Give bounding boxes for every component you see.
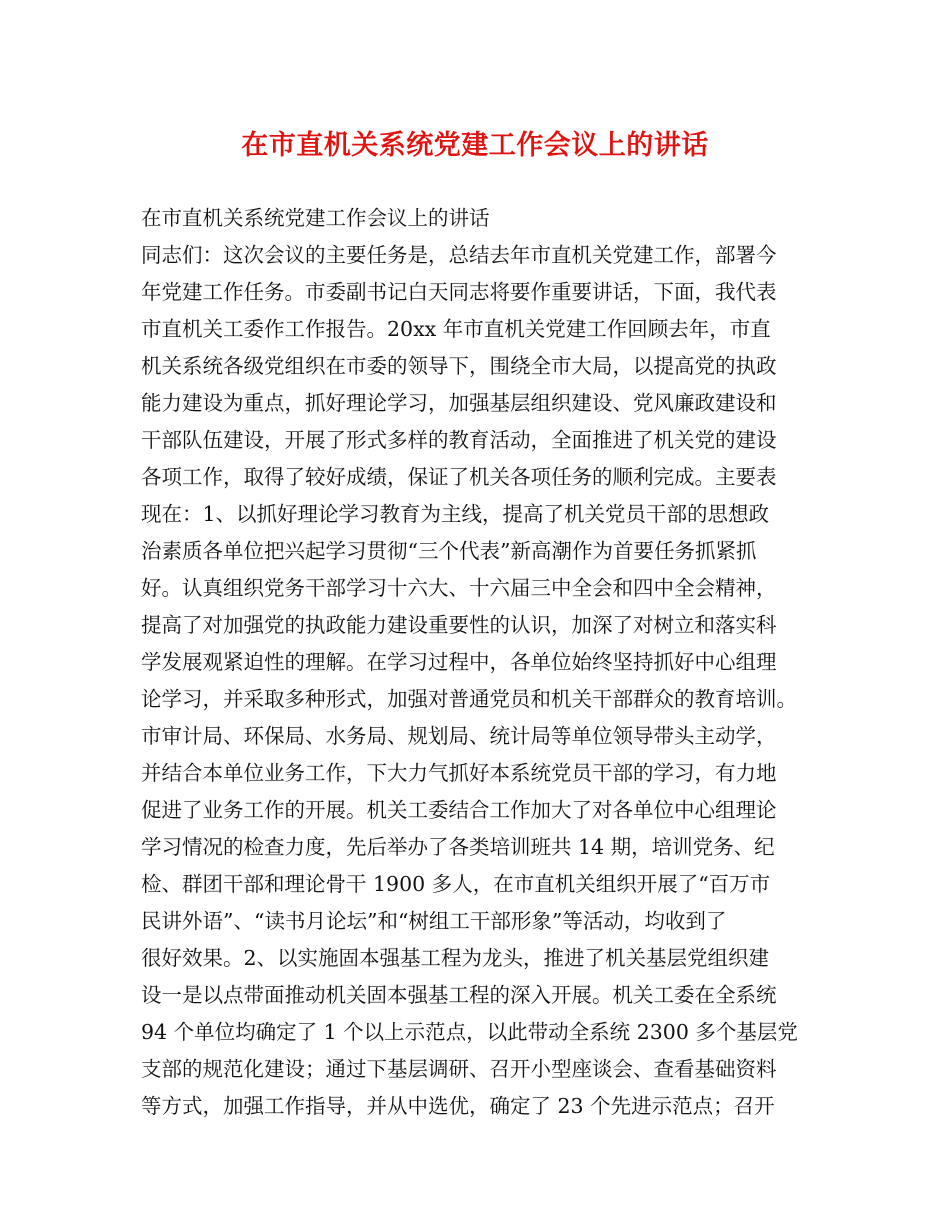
body-line: 提高了对加强党的执政能力建设重要性的认识，加深了对树立和落实科 [141,613,777,637]
body-line: 好。认真组织党务干部学习十六大、十六届三中全会和四中全会精神， [141,576,777,600]
body-line: 促进了业务工作的开展。机关工委结合工作加大了对各单位中心组理论 [141,798,777,822]
body-line: 学发展观紧迫性的理解。在学习过程中，各单位始终坚持抓好中心组理 [141,650,777,674]
body-line: 民讲外语”、“读书月论坛”和“树组工干部形象”等活动，均收到了 [141,909,727,933]
document-title: 在市直机关系统党建工作会议上的讲话 [241,130,709,161]
body-line: 治素质各单位把兴起学习贯彻“三个代表”新高潮作为首要任务抓紧抓 [141,539,757,563]
body-line: 干部队伍建设，开展了形式多样的教育活动，全面推进了机关党的建设 [141,428,777,452]
body-line: 在市直机关系统党建工作会议上的讲话 [141,206,490,230]
body-line: 机关系统各级党组织在市委的领导下，围绕全市大局，以提高党的执政 [141,354,777,378]
body-line: 各项工作，取得了较好成绩，保证了机关各项任务的顺利完成。主要表 [141,465,777,489]
body-line: 设一是以点带面推动机关固本强基工程的深入开展。机关工委在全系统 [141,983,777,1007]
body-line: 市直机关工委作工作报告。20xx 年市直机关党建工作回顾去年，市直 [141,317,771,341]
body-line: 很好效果。2、以实施固本强基工程为龙头，推进了机关基层党组织建 [141,946,770,970]
body-line: 支部的规范化建设；通过下基层调研、召开小型座谈会、查看基础资料 [141,1057,777,1081]
body-line: 能力建设为重点，抓好理论学习，加强基层组织建设、党风廉政建设和 [141,391,777,415]
body-line: 同志们：这次会议的主要任务是，总结去年市直机关党建工作，部署今 [141,243,777,267]
body-line: 并结合本单位业务工作，下大力气抓好本系统党员干部的学习，有力地 [141,761,777,785]
body-line: 学习情况的检查力度，先后举办了各类培训班共 14 期，培训党务、纪 [141,835,775,859]
body-line: 94 个单位均确定了 1 个以上示范点，以此带动全系统 2300 多个基层党 [141,1020,798,1044]
document-body [141,200,821,1125]
body-line: 等方式，加强工作指导，并从中选优，确定了 23 个先进示范点；召开 [141,1094,775,1118]
body-line: 论学习，并采取多种形式，加强对普通党员和机关干部群众的教育培训。 [141,687,797,711]
body-line: 年党建工作任务。市委副书记白天同志将要作重要讲话，下面，我代表 [141,280,777,304]
body-line: 现在：1、以抓好理论学习教育为主线，提高了机关党员干部的思想政 [141,502,770,526]
body-line: 市审计局、环保局、水务局、规划局、统计局等单位领导带头主动学， [141,724,777,748]
body-line: 检、群团干部和理论骨干 1900 多人，在市直机关组织开展了“百万市 [141,872,771,896]
